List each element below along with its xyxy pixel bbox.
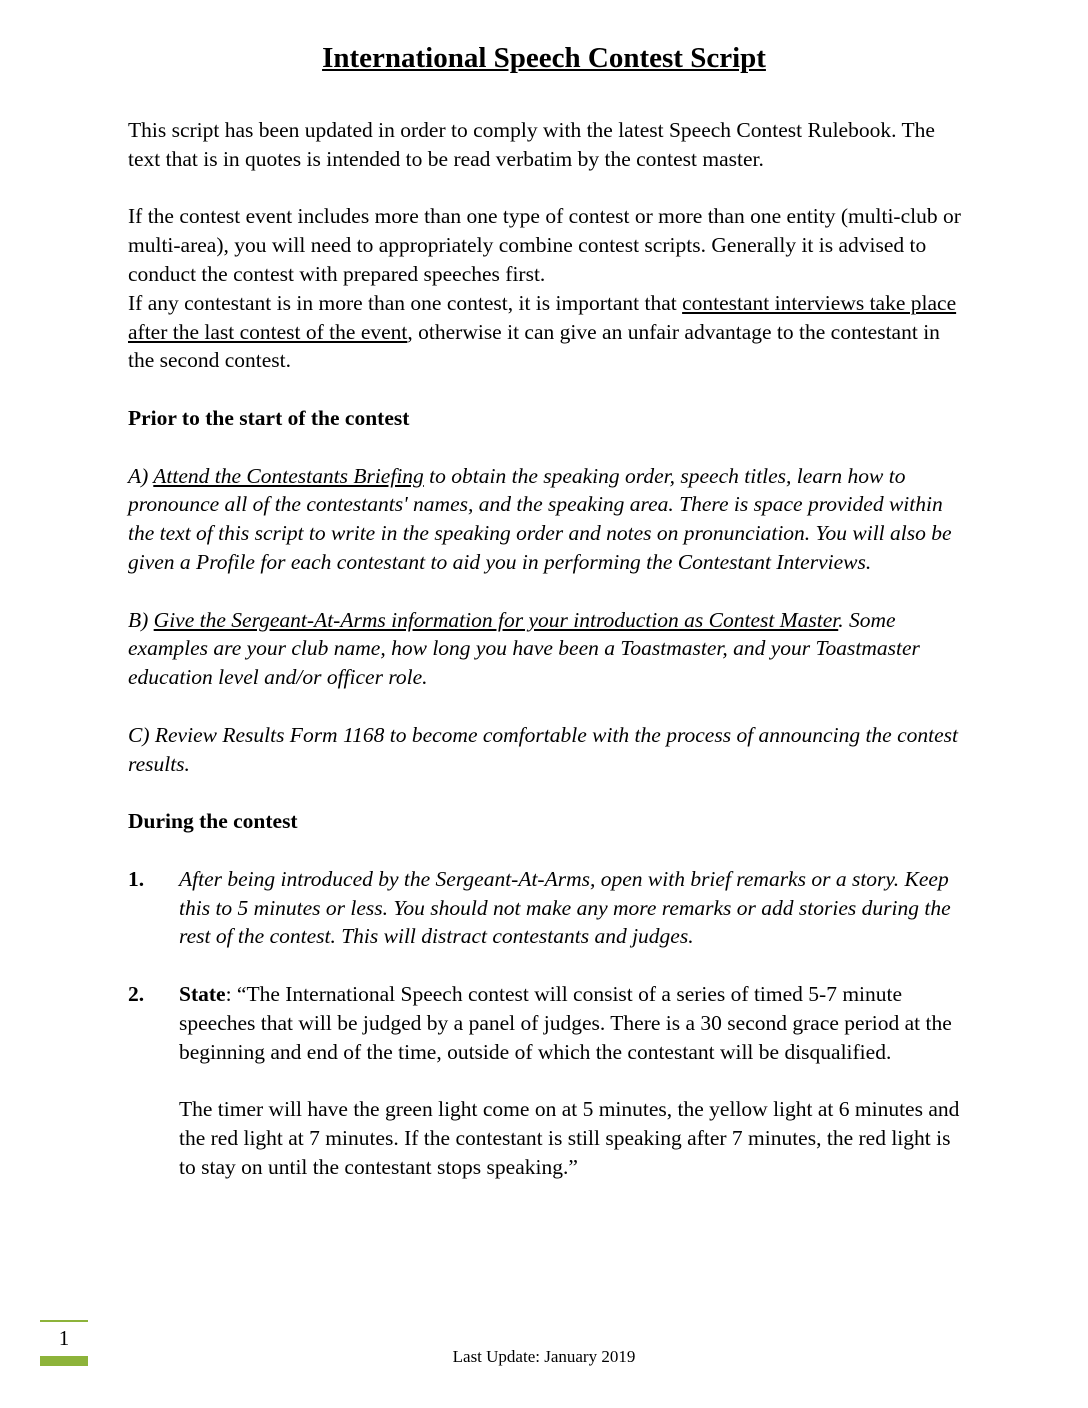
last-update-footer: Last Update: January 2019: [452, 1347, 636, 1366]
section-heading-prior: Prior to the start of the contest: [128, 405, 410, 430]
document-title: International Speech Contest Script: [322, 42, 766, 74]
section-heading-during: During the contest: [128, 809, 298, 834]
prior-step-b-text: . Some examples are your club name, how long you have been a Toastmaster, and your Toastmaster education level and/or officer role.: [128, 607, 920, 690]
document-body: [128, 116, 968, 1181]
state-label: State: [179, 981, 226, 1006]
item-number: 1.: [128, 866, 145, 891]
prior-step-b-prefix: B): [128, 607, 154, 632]
item-number: 2.: [128, 981, 145, 1006]
prior-step-b: [128, 606, 968, 692]
intro-paragraph-1: This script has been updated in order to comply with the latest Speech Contest Rulebook. The text that is in quotes is intended to be read verbatim by the contest master.: [128, 118, 935, 171]
during-item-2-text: : “The International Speech contest will consist of a series of timed 5-7 minute speeches that will be judged by a panel of judges. There is a 30 second grace period at the beginning and end of the time, outside of which the contestant will be disqualified.: [179, 981, 952, 1064]
during-item-1: [128, 865, 968, 951]
prior-step-a-prefix: A): [128, 463, 154, 488]
prior-step-b-underlined: Give the Sergeant-At-Arms information for your introduction as Contest Master: [153, 607, 839, 632]
intro-p2-text-b: If any contestant is in more than one contest, it is important that: [128, 290, 683, 315]
prior-step-a-underlined: Attend the Contestants Briefing: [153, 463, 424, 488]
prior-step-a: [128, 462, 968, 577]
during-item-2-paragraph-1: [179, 980, 968, 1066]
page-number-top-rule: [40, 1320, 88, 1322]
during-item-1-text: After being introduced by the Sergeant-At-Arms, open with brief remarks or a story. Keep this to 5 minutes or less. You should not make any more remarks or add stories during the rest of the contest. This will distract contestants and judges.: [179, 866, 951, 949]
during-item-2-paragraph-2: The timer will have the green light come on at 5 minutes, the yellow light at 6 minutes and the red light at 7 minutes. If the contestant is still speaking after 7 minutes, the red light is to stay on until the contestant stops speaking.”: [179, 1097, 960, 1179]
page-number: 1: [58, 1326, 70, 1350]
prior-step-c: C) Review Results Form 1168 to become comfortable with the process of announcing the contest results.: [128, 722, 958, 776]
intro-paragraph-2: [128, 202, 968, 375]
intro-p2-text-a: If the contest event includes more than one type of contest or more than one entity (multi-club or multi-area), you will need to appropriately combine contest scripts. Generally it is advised to conduct the contest with prepared speeches first.: [128, 204, 961, 286]
prior-step-a-text: to obtain the speaking order, speech titles, learn how to pronounce all of the contestants' names, and the speaking area. There is space provided within the text of this script to write in the speaking order and notes on pronunciation. You will also be given a Profile for each contestant to aid you in performing the Contestant Interviews.: [128, 463, 952, 574]
interview-timing-note: contestant interviews take place after the last contest of the event: [128, 290, 957, 344]
during-item-2: [128, 980, 968, 1182]
intro-p2-text-c: , otherwise it can give an unfair advantage to the contestant in the second contest.: [128, 319, 940, 373]
